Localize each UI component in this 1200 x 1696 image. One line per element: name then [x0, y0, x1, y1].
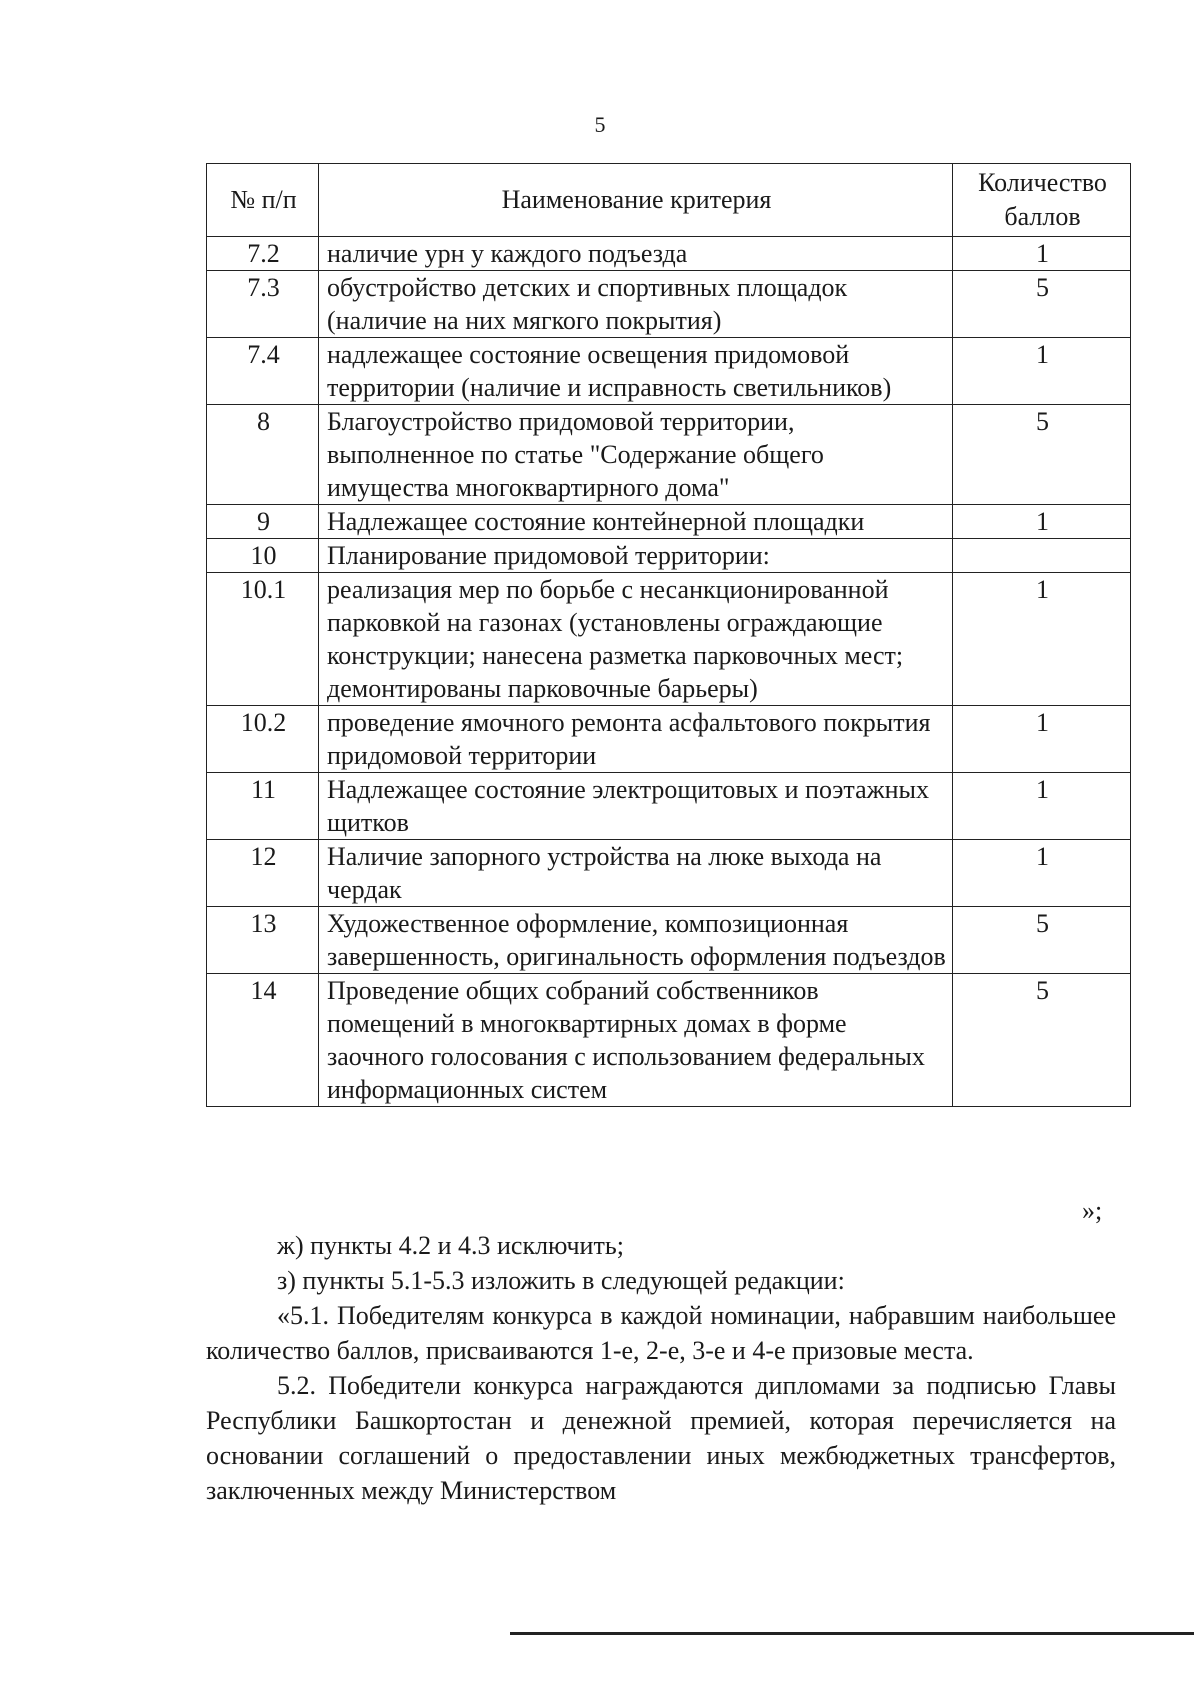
row-criterion: Наличие запорного устройства на люке выхода на чердак — [319, 840, 953, 907]
row-number: 10 — [207, 539, 319, 573]
row-number: 13 — [207, 907, 319, 974]
row-criterion: проведение ямочного ремонта асфальтового покрытия придомовой территории — [319, 706, 953, 773]
row-criterion: Проведение общих собраний собственников помещений в многоквартирных домах в форме заочного голосования с использованием федеральных информационных систем — [319, 974, 953, 1107]
quote-close: »; — [1082, 1196, 1103, 1225]
paragraph-5-2: 5.2. Победители конкурса награждаются дипломами за подписью Главы Республики Башкортостан и денежной премией, которая перечисляется на основании соглашений о предоставлении иных межбюджетных трансфертов, заключенных между Министерством — [206, 1371, 1116, 1505]
row-number: 7.3 — [207, 271, 319, 338]
table-row — [207, 237, 1131, 271]
table-row — [207, 505, 1131, 539]
table-row — [207, 974, 1131, 1107]
paragraph-item-zh: ж) пункты 4.2 и 4.3 исключить; — [277, 1231, 624, 1260]
header-criterion-name: Наименование критерия — [319, 164, 953, 237]
row-points: 5 — [953, 405, 1131, 505]
row-criterion: Благоустройство придомовой территории, выполненное по статье "Содержание общего имущества многоквартирного дома" — [319, 405, 953, 505]
row-number: 14 — [207, 974, 319, 1107]
page-number: 5 — [594, 112, 606, 137]
table-row — [207, 271, 1131, 338]
row-number: 7.2 — [207, 237, 319, 271]
row-points: 5 — [953, 974, 1131, 1107]
row-criterion: реализация мер по борьбе с несанкционированной парковкой на газонах (установлены ограждающие конструкции; нанесена разметка парковочных мест; демонтированы парковочные барьеры) — [319, 573, 953, 706]
row-criterion: наличие урн у каждого подъезда — [319, 237, 953, 271]
row-points: 5 — [953, 271, 1131, 338]
row-criterion: надлежащее состояние освещения придомовой территории (наличие и исправность светильников) — [319, 338, 953, 405]
row-number: 10.2 — [207, 706, 319, 773]
row-points: 1 — [953, 338, 1131, 405]
row-number: 8 — [207, 405, 319, 505]
row-points: 1 — [953, 237, 1131, 271]
header-number: № п/п — [207, 164, 319, 237]
table-row — [207, 907, 1131, 974]
table-header-row — [207, 164, 1131, 237]
row-points: 1 — [953, 840, 1131, 907]
row-criterion: Надлежащее состояние электрощитовых и поэтажных щитков — [319, 773, 953, 840]
row-points: 1 — [953, 573, 1131, 706]
row-points: 5 — [953, 907, 1131, 974]
header-points: Количество баллов — [953, 164, 1131, 237]
criteria-table — [206, 163, 1131, 1107]
row-number: 11 — [207, 773, 319, 840]
table-row — [207, 573, 1131, 706]
table-row — [207, 840, 1131, 907]
table-row — [207, 773, 1131, 840]
footer-divider — [510, 1632, 1194, 1635]
row-number: 12 — [207, 840, 319, 907]
row-number: 9 — [207, 505, 319, 539]
table-row — [207, 338, 1131, 405]
row-criterion: Планирование придомовой территории: — [319, 539, 953, 573]
body-text — [206, 1228, 1116, 1508]
row-number: 7.4 — [207, 338, 319, 405]
row-criterion: обустройство детских и спортивных площадок (наличие на них мягкого покрытия) — [319, 271, 953, 338]
row-points: 1 — [953, 773, 1131, 840]
table-row — [207, 539, 1131, 573]
table-row — [207, 706, 1131, 773]
row-points: 1 — [953, 706, 1131, 773]
paragraph-5-1: «5.1. Победителям конкурса в каждой номинации, набравшим наибольшее количество баллов, присваиваются 1-е, 2-е, 3-е и 4-е призовые места. — [206, 1301, 1116, 1365]
paragraph-item-z: з) пункты 5.1-5.3 изложить в следующей редакции: — [277, 1266, 845, 1295]
row-points — [953, 539, 1131, 573]
row-points: 1 — [953, 505, 1131, 539]
table-row — [207, 405, 1131, 505]
row-criterion: Художественное оформление, композиционная завершенность, оригинальность оформления подъездов — [319, 907, 953, 974]
row-number: 10.1 — [207, 573, 319, 706]
row-criterion: Надлежащее состояние контейнерной площадки — [319, 505, 953, 539]
